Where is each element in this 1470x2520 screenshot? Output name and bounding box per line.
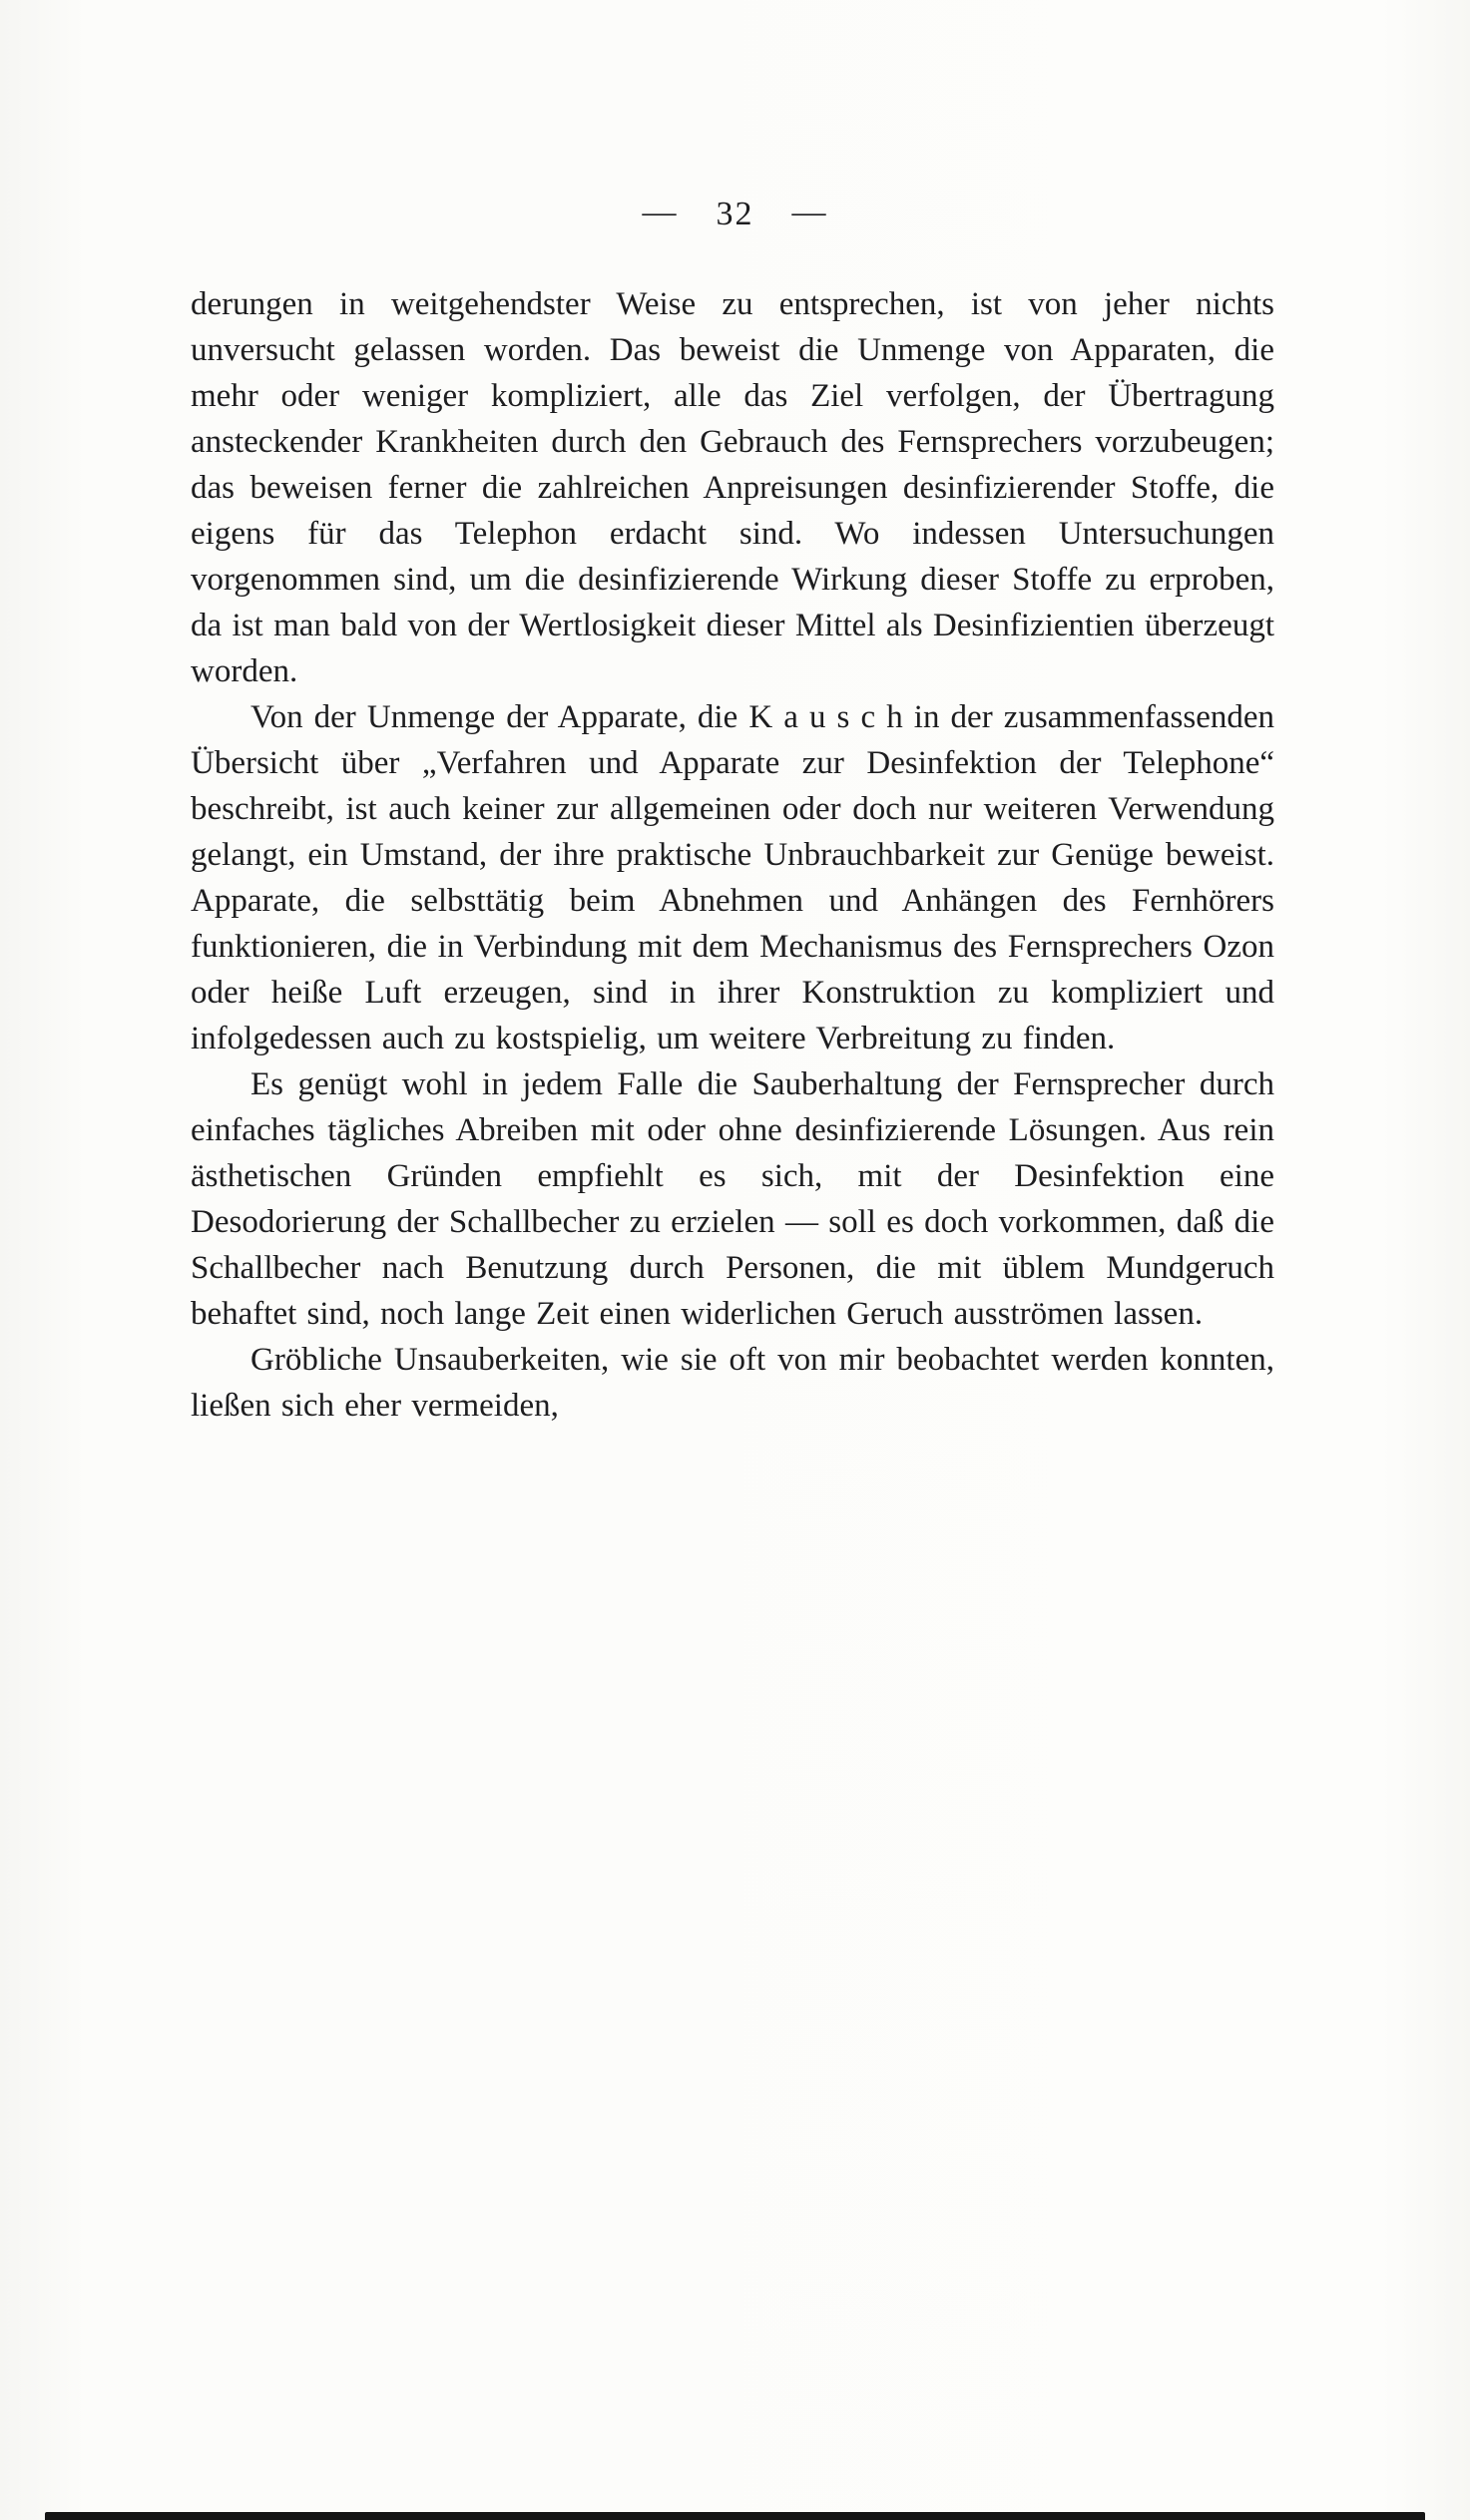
page-number — [0, 196, 1470, 233]
paragraph-apparate: Von der Unmenge der Apparate, die K a u s c h in der zusammenfassenden Übersicht über „Verfahren und Apparate zur Desinfektion der Telephone“ beschreibt, ist auch keiner zur allgemeinen oder doch nur weiteren Verwendung gelangt, ein Umstand, der ihre praktische Unbrauchbarkeit zur Genüge beweist. Apparate, die selbsttätig beim Abnehmen und Anhängen des Fernhörers funktionieren, die in Verbindung mit dem Mechanismus des Fernsprechers Ozon oder heiße Luft erzeugen, sind in ihrer Konstruktion zu kompliziert und infolgedessen auch zu kostspielig, um weitere Verbreitung zu finden. — [191, 699, 1274, 1056]
page-number-dash-left: — — [642, 194, 679, 230]
paragraph-unsauberkeiten: Gröbliche Unsauberkeiten, wie sie oft von mir beobachtet werden konnten, ließen sich eher vermeiden, — [191, 1342, 1274, 1424]
paragraph-sauberhaltung: Es genügt wohl in jedem Falle die Sauberhaltung der Fernsprecher durch einfaches tägliches Abreiben mit oder ohne desinfizierende Lösungen. Aus rein ästhetischen Gründen empfiehlt es sich, mit der Desinfektion eine Desodorierung der Schallbecher zu erzielen — soll es doch vorkommen, daß die Schallbecher nach Benutzung durch Personen, die mit üblem Mundgeruch behaftet sind, noch lange Zeit einen widerlichen Geruch ausströmen lassen. — [191, 1066, 1274, 1332]
page-number-dash-right: — — [791, 194, 828, 230]
paragraph-continuation: derungen in weitgehendster Weise zu entsprechen, ist von jeher nichts unversucht gelassen worden. Das beweist die Unmenge von Apparaten, die mehr oder weniger kompliziert, alle das Ziel verfolgen, der Übertragung ansteckender Krankheiten durch den Gebrauch des Fernsprechers vorzubeugen; das beweisen ferner die zahlreichen Anpreisungen desinfizierender Stoffe, die eigens für das Telephon erdacht sind. Wo indessen Untersuchungen vorgenommen sind, um die desinfizierende Wirkung dieser Stoffe zu erproben, da ist man bald von der Wertlosigkeit dieser Mittel als Desinfizientien überzeugt worden. — [191, 286, 1274, 689]
text-block — [191, 281, 1274, 1429]
page-number-value: 32 — [716, 196, 754, 232]
scan-edge-line — [45, 2512, 1425, 2520]
